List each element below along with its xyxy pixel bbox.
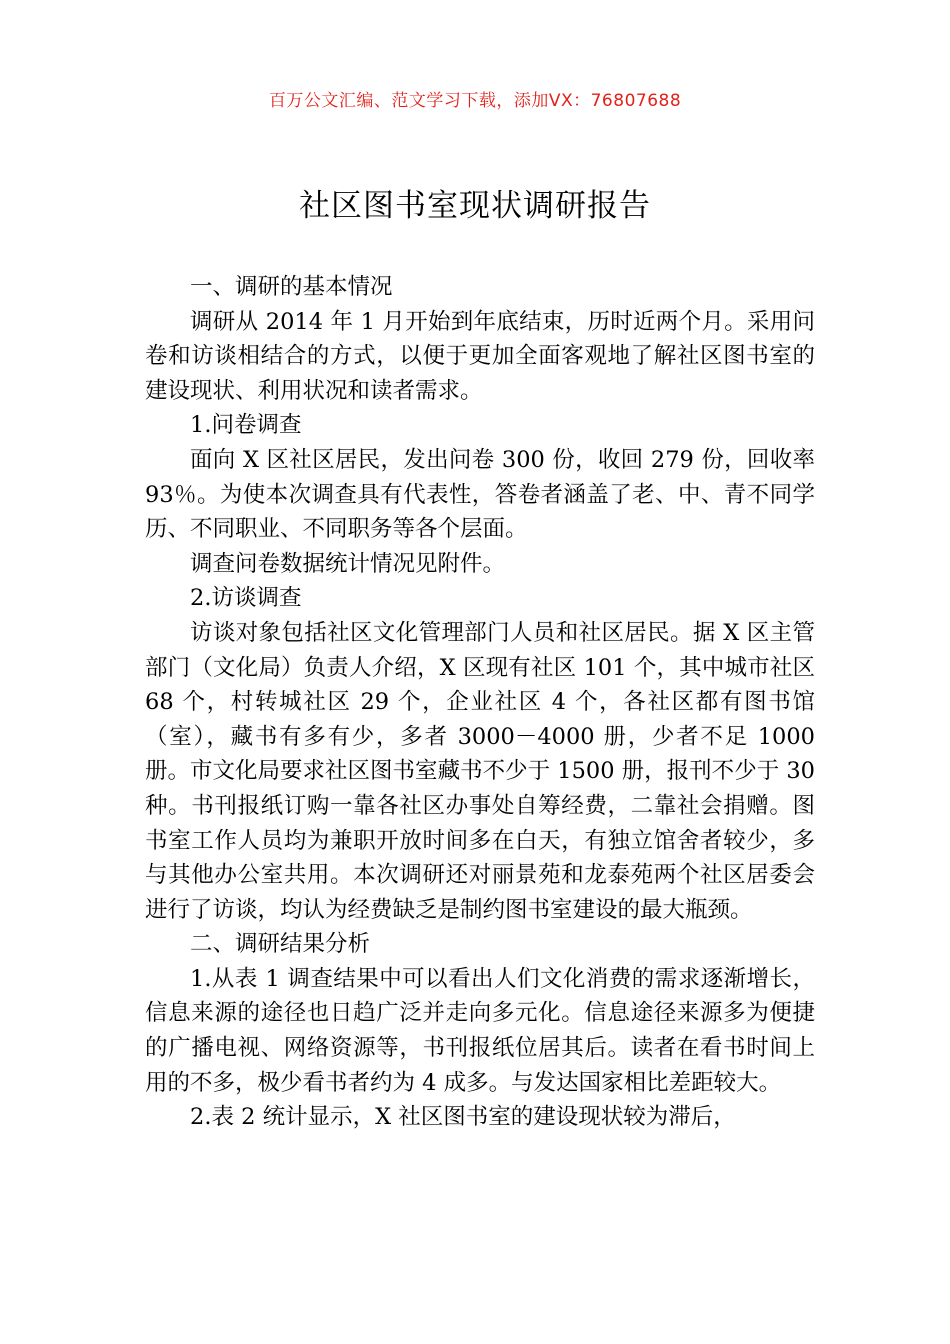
paragraph: 2.表 2 统计显示，X 社区图书室的建设现状较为滞后，: [190, 1104, 736, 1131]
subsection-heading-interview: 2.访谈调查: [190, 585, 302, 612]
paragraph: 面向 X 区社区居民，发出问卷 300 份，收回 279 份，回收率 93％。为使本次调查具有代表性，答卷者涵盖了老、中、青不同学历、不同职业、不同职务等各个层面。: [145, 446, 815, 543]
paragraph: 调查问卷数据统计情况见附件。: [190, 550, 506, 577]
section-heading-analysis: 二、调研结果分析: [190, 931, 371, 958]
page-title: 社区图书室现状调研报告: [299, 188, 651, 224]
header-watermark-note: 百万公文汇编、范文学习下载，添加VX：76807688: [268, 91, 682, 111]
section-heading-basic-info: 一、调研的基本情况: [190, 274, 393, 300]
paragraph: 调研从 2014 年 1 月开始到年底结束，历时近两个月。采用问卷和访谈相结合的方式，以便于更加全面客观地了解社区图书室的建设现状、利用状况和读者需求。: [145, 308, 815, 404]
subsection-heading-questionnaire: 1.问卷调查: [190, 412, 302, 439]
document-body: [145, 270, 815, 1135]
paragraph: 访谈对象包括社区文化管理部门人员和社区居民。据 X 区主管部门（文化局）负责人介绍，X 区现有社区 101 个，其中城市社区 68 个，村转城社区 29 个，企业社区 4 个，各社区都有图书馆（室），藏书有多有少，多者 3000－4000 册，少者不足 1000 册。市文化局要求社区图书室藏书不少于 1500 册，报刊不少于 30 种。书刊报纸订购一靠各社区办事处自筹经费，二靠社会捐赠。图书室工作人员均为兼职开放时间多在白天，有独立馆舍者较少，多与其他办公室共用。本次调研还对丽景苑和龙泰苑两个社区居委会进行了访谈，均认为经费缺乏是制约图书室建设的最大瓶颈。: [145, 619, 815, 923]
paragraph: 1.从表 1 调查结果中可以看出人们文化消费的需求逐渐增长，信息来源的途径也日趋广泛并走向多元化。信息途径来源多为便捷的广播电视、网络资源等，书刊报纸位居其后。读者在看书时间上用的不多，极少看书者约为 4 成多。与发达国家相比差距较大。: [145, 965, 815, 1096]
